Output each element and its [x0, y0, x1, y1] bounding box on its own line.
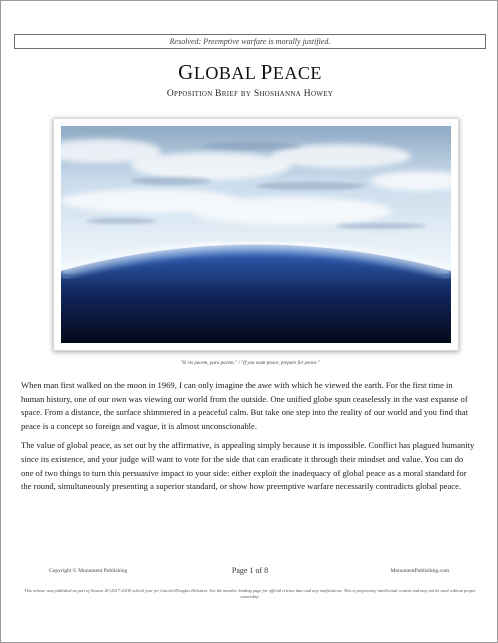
disclaimer: This release was published as part of Season 18 (2017-2018) school year for Lincoln-Douglas Debaters. See the member landing page for official release date and any notifications. This is proprietary intellectual content and may not be used without proper ownership.: [24, 588, 476, 599]
body-text: [21, 379, 477, 500]
earth-horizon-photo: [61, 126, 451, 343]
photo-caption: "Si vis pacem, para pacem." / "If you want peace, prepare for peace.": [180, 361, 320, 366]
title-cap-2: P: [260, 60, 273, 84]
paragraph: The value of global peace, as set out by the affirmative, is appealing simply because it is impossible. Conflict has plagued humanity since its existence, and your judge will want to vote for the side that can eradicate it through their mindset and value. You can do one of two things to turn this persuasive impact to your side: either exploit the inadequacy of global peace as a moral standard for the round, simultaneously presenting a superior standard, or show how preemptive warfare necessarily contradicts global peace.: [21, 440, 475, 492]
page-number: Page 1 of 8: [231, 566, 269, 575]
photo-frame: [53, 118, 459, 351]
title-cap-1: G: [178, 60, 194, 84]
page-title: [1, 60, 498, 85]
author-byline: Opposition Brief by Shoshanna Howey: [166, 89, 334, 99]
title-rest-1: LOBAL: [193, 63, 261, 83]
title-rest-2: EACE: [272, 63, 322, 83]
footer-site-link[interactable]: MonumentPublishing.com: [390, 568, 449, 574]
footer-copyright: Copyright © Monument Publishing: [49, 568, 128, 574]
resolution-banner: Resolved: Preemptive warfare is morally justified.: [14, 34, 486, 49]
paragraph: When man first walked on the moon in 1969, I can only imagine the awe with which he viewed the earth. For the first time in human history, one of our own was viewing our world from the outside. One unified globe spun ceaselessly in the vast expanse of space. From a distance, the surface shimmered in a peaceful calm. But take one step into the reality of our world and you find that peace is a concept so foreign and vague, it is almost unconscionable.: [21, 380, 468, 431]
